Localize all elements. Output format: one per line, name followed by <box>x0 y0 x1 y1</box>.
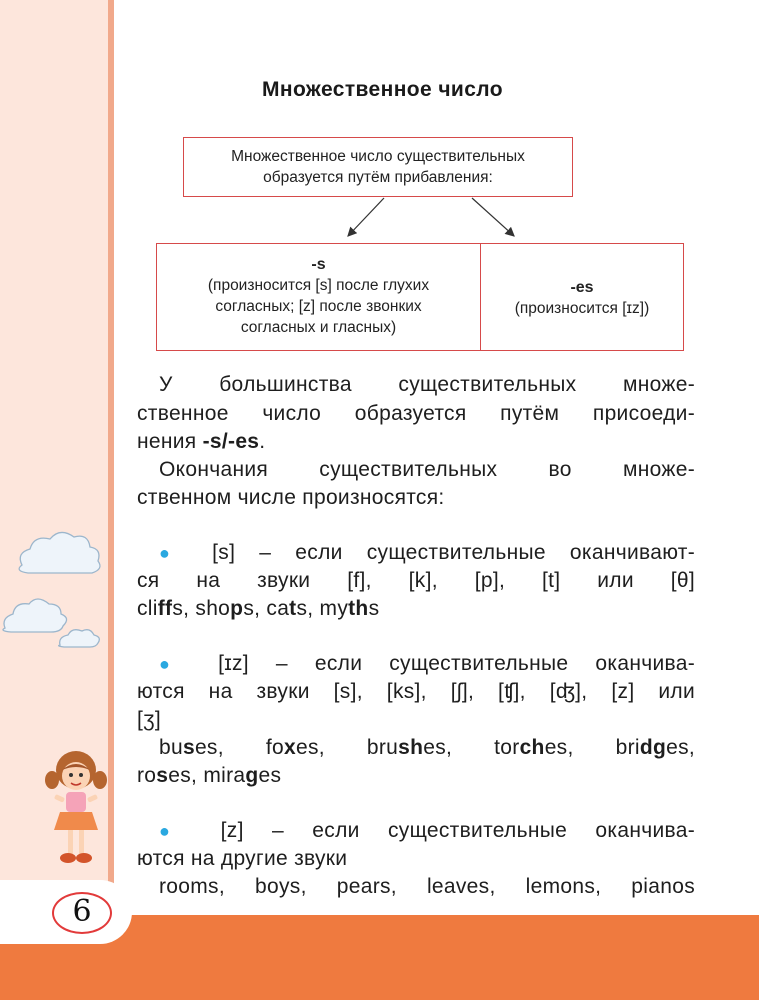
rule-box-line: образуется путём прибавления: <box>263 169 493 186</box>
rule-iz-text: [ɪz] – если существительные оканчива- <box>218 652 695 675</box>
bullet-icon: ● <box>159 543 189 563</box>
paragraph-line: ственном числе произносятся: <box>137 486 445 509</box>
suffix-s-note: согласных; [z] после звонких <box>215 298 422 315</box>
example-word: mirages <box>203 764 282 787</box>
example-word: cats, <box>266 597 314 620</box>
text-run: нения <box>137 430 203 453</box>
example-word: roses, <box>137 764 198 787</box>
rule-z-examples: rooms, boys, pears, leaves, lemons, pianos <box>159 875 695 898</box>
example-word: foxes, <box>265 736 325 759</box>
rule-iz-line: [ʒ] <box>137 708 162 731</box>
page-number: 6 <box>72 894 92 929</box>
example-word: bridges, <box>615 736 696 759</box>
suffix-es-label: -es <box>570 279 594 296</box>
suffix-es-box <box>480 243 684 351</box>
suffix-s-box <box>156 243 481 351</box>
bullet-icon: ● <box>159 821 193 841</box>
branch-arrows <box>330 196 530 246</box>
rule-s-text: [s] – если существительные оканчивают- <box>212 541 695 564</box>
page-title: Множественное число <box>262 78 503 101</box>
example-word: brushes, <box>366 736 453 759</box>
rule-iz-line: ются на звуки [s], [ks], [ʃ], [ʧ], [ʤ], [z] или <box>137 680 695 703</box>
example-word: buses, <box>159 736 224 759</box>
example-word: myths <box>319 597 380 620</box>
suffix-s-note: (произносится [s] после глухих <box>207 277 430 294</box>
rule-z-text: [z] – если существительные оканчива- <box>220 819 695 842</box>
example-word: torches, <box>494 736 574 759</box>
paragraph-line <box>137 427 695 456</box>
paragraph-line: У большинства существительных множе- <box>159 373 695 396</box>
example-word: shops, <box>195 597 261 620</box>
left-margin-line <box>108 0 114 915</box>
rule-z-line: ются на другие звуки <box>137 847 348 870</box>
suffix-s-label: -s <box>311 256 326 273</box>
rule-s-line <box>137 538 695 568</box>
rule-box <box>183 137 573 197</box>
rule-s-line: ся на звуки [f], [k], [p], [t] или [θ] <box>137 569 695 592</box>
rule-iz-examples <box>137 733 695 762</box>
rule-box-line: Множественное число существительных <box>231 148 525 165</box>
paragraph-line: ственное число образуется путём присоеди- <box>137 402 695 425</box>
rule-z-line <box>137 816 695 846</box>
clouds-illustration <box>0 520 115 670</box>
rule-s-examples <box>137 594 695 623</box>
girl-illustration <box>44 742 108 867</box>
suffix-es-note: (произносится [ɪz]) <box>514 300 650 317</box>
paragraph-line: Окончания существительных во множе- <box>159 458 695 481</box>
rule-iz-line <box>137 649 695 679</box>
text-run: . <box>259 430 266 453</box>
bullet-icon: ● <box>159 654 192 674</box>
example-word: cliffs, <box>137 597 190 620</box>
rule-iz-examples <box>137 761 695 790</box>
suffix-bold: -s/-es <box>202 430 260 453</box>
suffix-s-note: согласных и гласных) <box>240 319 397 336</box>
